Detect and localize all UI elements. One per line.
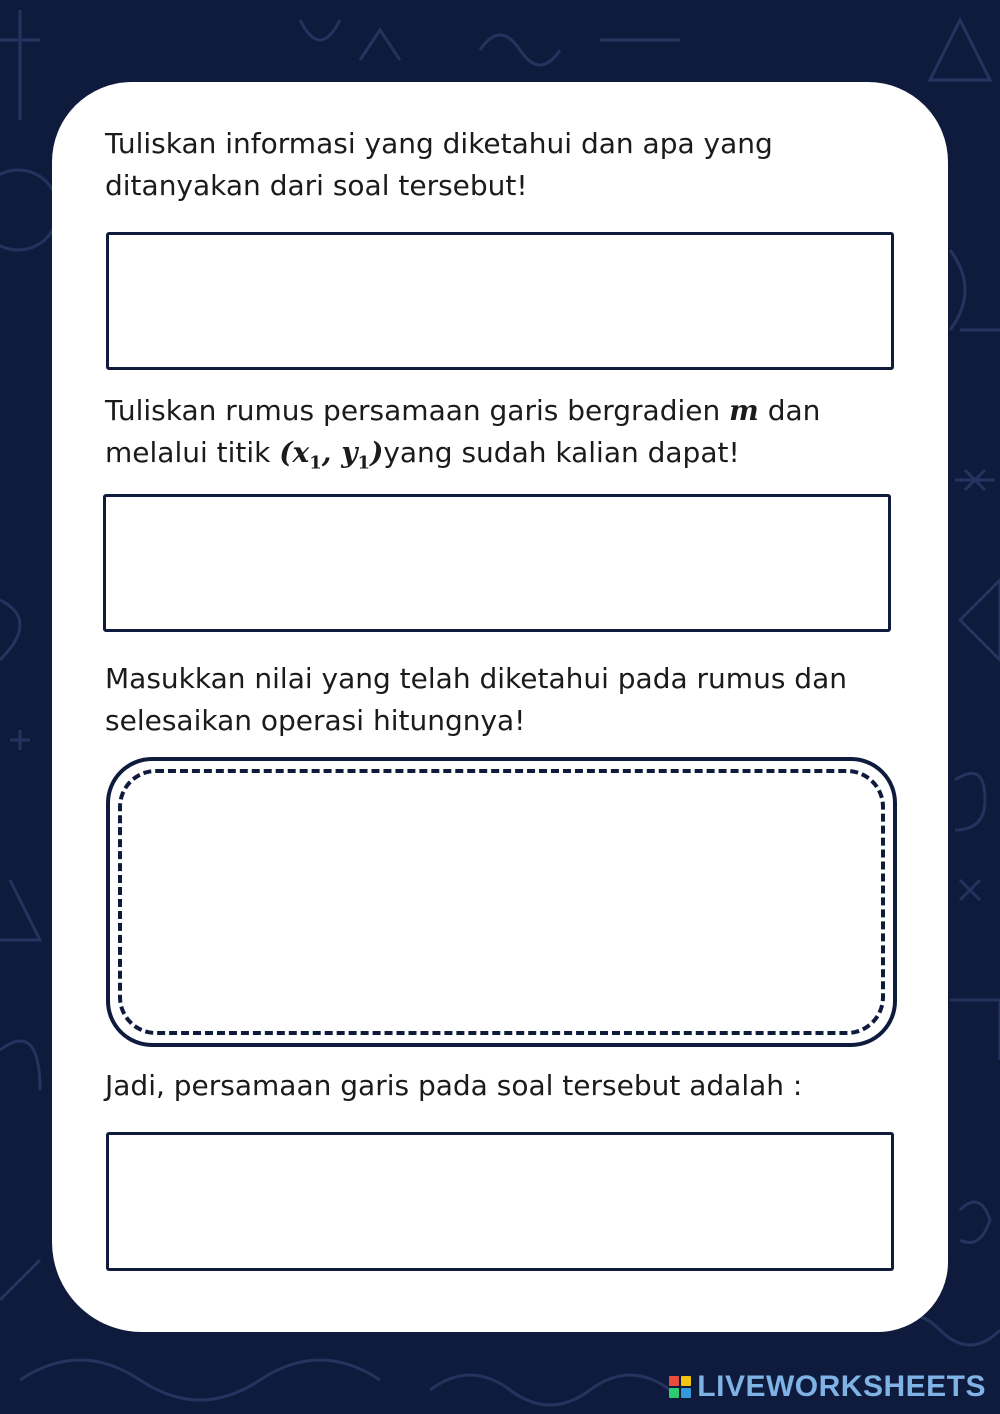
logo-square-3 [669,1388,679,1398]
prompt-2 [105,390,885,485]
answer-input-2[interactable] [106,497,888,629]
logo-square-2 [681,1376,691,1386]
prompt-2-part2: dan melalui titik [105,394,821,469]
answer-box-4[interactable] [106,1132,894,1271]
calculation-input[interactable] [122,773,881,1031]
answer-input-1[interactable] [109,235,891,367]
prompt-1: Tuliskan informasi yang diketahui dan apa yang ditanyakan dari soal tersebut! [105,127,773,202]
math-gradient-m: m [729,394,759,427]
prompt-3: Masukkan nilai yang telah diketahui pada rumus dan selesaikan operasi hitungnya! [105,662,847,737]
liveworksheets-logo-icon [669,1376,691,1398]
answer-box-2[interactable] [103,494,891,632]
prompt-4: Jadi, persamaan garis pada soal tersebut adalah : [105,1069,803,1102]
prompt-2-part3: yang sudah kalian dapat! [383,436,740,469]
answer-input-4[interactable] [109,1135,891,1268]
liveworksheets-brand [669,1370,986,1404]
answer-box-1[interactable] [106,232,894,370]
logo-square-1 [669,1376,679,1386]
math-point: ($x_1$, $y_1$) [279,436,384,474]
calculation-box[interactable] [106,757,897,1047]
prompt-2-part1: Tuliskan rumus persamaan garis bergradien [105,394,721,427]
logo-square-4 [681,1388,691,1398]
calculation-box-dashed-border [118,769,885,1035]
brand-name: LIVEWORKSHEETS [697,1370,986,1403]
